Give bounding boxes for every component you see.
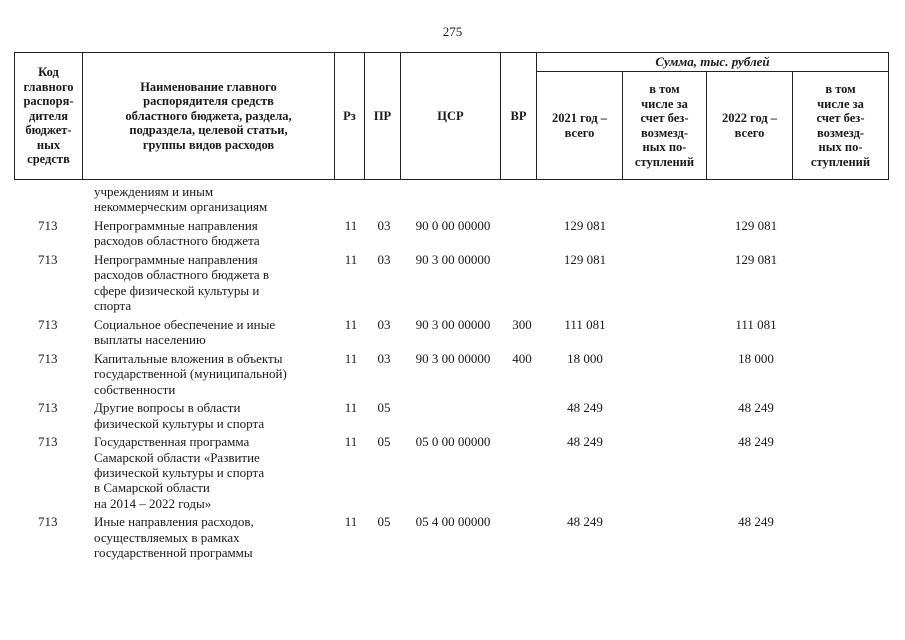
row-name-line: осуществляемых в рамках (94, 529, 240, 545)
row-name (94, 434, 344, 511)
row-name-line: на 2014 – 2022 годы» (94, 495, 212, 511)
row-pr: 03 (377, 316, 391, 332)
header-total-2022: 2022 год – всего (707, 72, 793, 180)
table-header (14, 52, 889, 180)
row-rz: 11 (344, 514, 358, 530)
header-total-2021: 2021 год – всего (537, 72, 623, 180)
row-name-line: государственной программы (94, 545, 253, 561)
page-number: 275 (442, 24, 463, 39)
row-name-line: расходов областного бюджета в (94, 267, 270, 283)
row-sum-2021: 48 249 (567, 514, 603, 530)
header-pr: ПР (365, 53, 401, 180)
row-csr: 90 3 00 00000 (415, 252, 491, 267)
row-name (94, 218, 344, 249)
row-name (94, 317, 344, 348)
row-name-line: Иные направления расходов, (94, 514, 254, 530)
row-csr: 90 3 00 00000 (415, 316, 491, 332)
row-sum-2021: 129 081 (563, 252, 607, 267)
row-sum-2022: 48 249 (738, 400, 774, 416)
table-row (14, 400, 888, 434)
row-rz: 11 (344, 400, 358, 416)
row-name-line: Самарской области «Развитие (94, 449, 260, 465)
row-name-line: в Самарской области (94, 480, 210, 496)
row-csr: 05 4 00 00000 (415, 514, 491, 530)
header-incl-2022: в том числе за счет без- возмезд- ных по- ступлений (793, 72, 889, 180)
row-code: 713 (38, 316, 58, 332)
row-name-line: Другие вопросы в области (94, 400, 241, 416)
table-row (14, 184, 888, 218)
row-sum-2021: 48 249 (567, 400, 603, 416)
row-name (94, 252, 344, 314)
row-sum-2022: 129 081 (734, 252, 778, 267)
header-vr: ВР (501, 53, 537, 180)
row-name-line: расходов областного бюджета (94, 233, 260, 249)
row-pr: 03 (377, 252, 391, 267)
row-pr: 03 (377, 218, 391, 233)
row-sum-2021: 48 249 (567, 434, 603, 450)
row-sum-2021: 129 081 (563, 218, 607, 233)
row-name (94, 351, 344, 397)
header-rz: Рз (335, 53, 365, 180)
row-name (94, 184, 344, 215)
row-pr: 05 (377, 434, 391, 450)
row-name-line: Непрограммные направления (94, 218, 258, 233)
header-incl-2021: в том числе за счет без- возмезд- ных по- ступлений (623, 72, 707, 180)
row-code: 713 (38, 218, 58, 233)
row-sum-2021: 18 000 (567, 350, 603, 366)
row-name-line: собственности (94, 381, 176, 397)
row-pr: 05 (377, 514, 391, 530)
row-code: 713 (38, 350, 58, 366)
table-row (14, 514, 888, 563)
row-sum-2022: 111 081 (735, 316, 777, 332)
row-name-line: Социальное обеспечение и иные (94, 316, 276, 332)
row-vr: 300 (512, 316, 532, 332)
row-sum-2022: 18 000 (738, 350, 774, 366)
table-body (14, 184, 888, 564)
table-row (14, 351, 888, 400)
row-sum-2021: 111 081 (564, 316, 606, 332)
row-pr: 05 (377, 400, 391, 416)
row-name-line: государственной (муниципальной) (94, 366, 287, 382)
row-rz: 11 (344, 252, 358, 267)
row-pr: 03 (377, 350, 391, 366)
row-code: 713 (38, 514, 58, 530)
header-code: Код главного распоря- дителя бюджет- ных средств (15, 53, 83, 180)
row-name-line: Капитальные вложения в объекты (94, 350, 283, 366)
row-rz: 11 (344, 350, 358, 366)
row-csr: 90 3 00 00000 (415, 350, 491, 366)
row-name-line: физической культуры и спорта (94, 465, 265, 480)
row-name-line: Непрограммные направления (94, 252, 258, 267)
row-sum-2022: 48 249 (738, 434, 774, 450)
row-rz: 11 (344, 218, 358, 233)
row-name (94, 400, 344, 431)
row-name-line: некоммерческим организациям (94, 199, 268, 215)
table-row (14, 434, 888, 514)
row-sum-2022: 129 081 (734, 218, 778, 233)
row-rz: 11 (344, 434, 358, 450)
row-name-line: выплаты населению (94, 332, 206, 348)
row-code: 713 (38, 434, 58, 450)
row-name-line: Государственная программа (94, 434, 250, 450)
row-name-line: сфере физической культуры и (94, 282, 260, 298)
row-vr: 400 (512, 350, 532, 366)
header-name: Наименование главного распорядителя средств областного бюджета, раздела, подраздела, целевой статьи, группы видов расходов (83, 53, 335, 180)
table-row (14, 252, 888, 317)
header-sum-title: Сумма, тыс. рублей (537, 53, 889, 72)
header-csr: ЦСР (401, 53, 501, 180)
row-name-line: физической культуры и спорта (94, 415, 265, 431)
table-row (14, 218, 888, 252)
row-sum-2022: 48 249 (738, 514, 774, 530)
row-rz: 11 (344, 316, 358, 332)
row-name (94, 514, 344, 560)
row-name-line: спорта (94, 298, 132, 314)
row-csr: 90 0 00 00000 (415, 218, 491, 233)
row-csr: 05 0 00 00000 (415, 434, 491, 450)
row-code: 713 (38, 400, 58, 416)
row-code: 713 (38, 252, 58, 267)
table-row (14, 317, 888, 351)
row-name-line: учреждениям и иным (94, 184, 214, 199)
